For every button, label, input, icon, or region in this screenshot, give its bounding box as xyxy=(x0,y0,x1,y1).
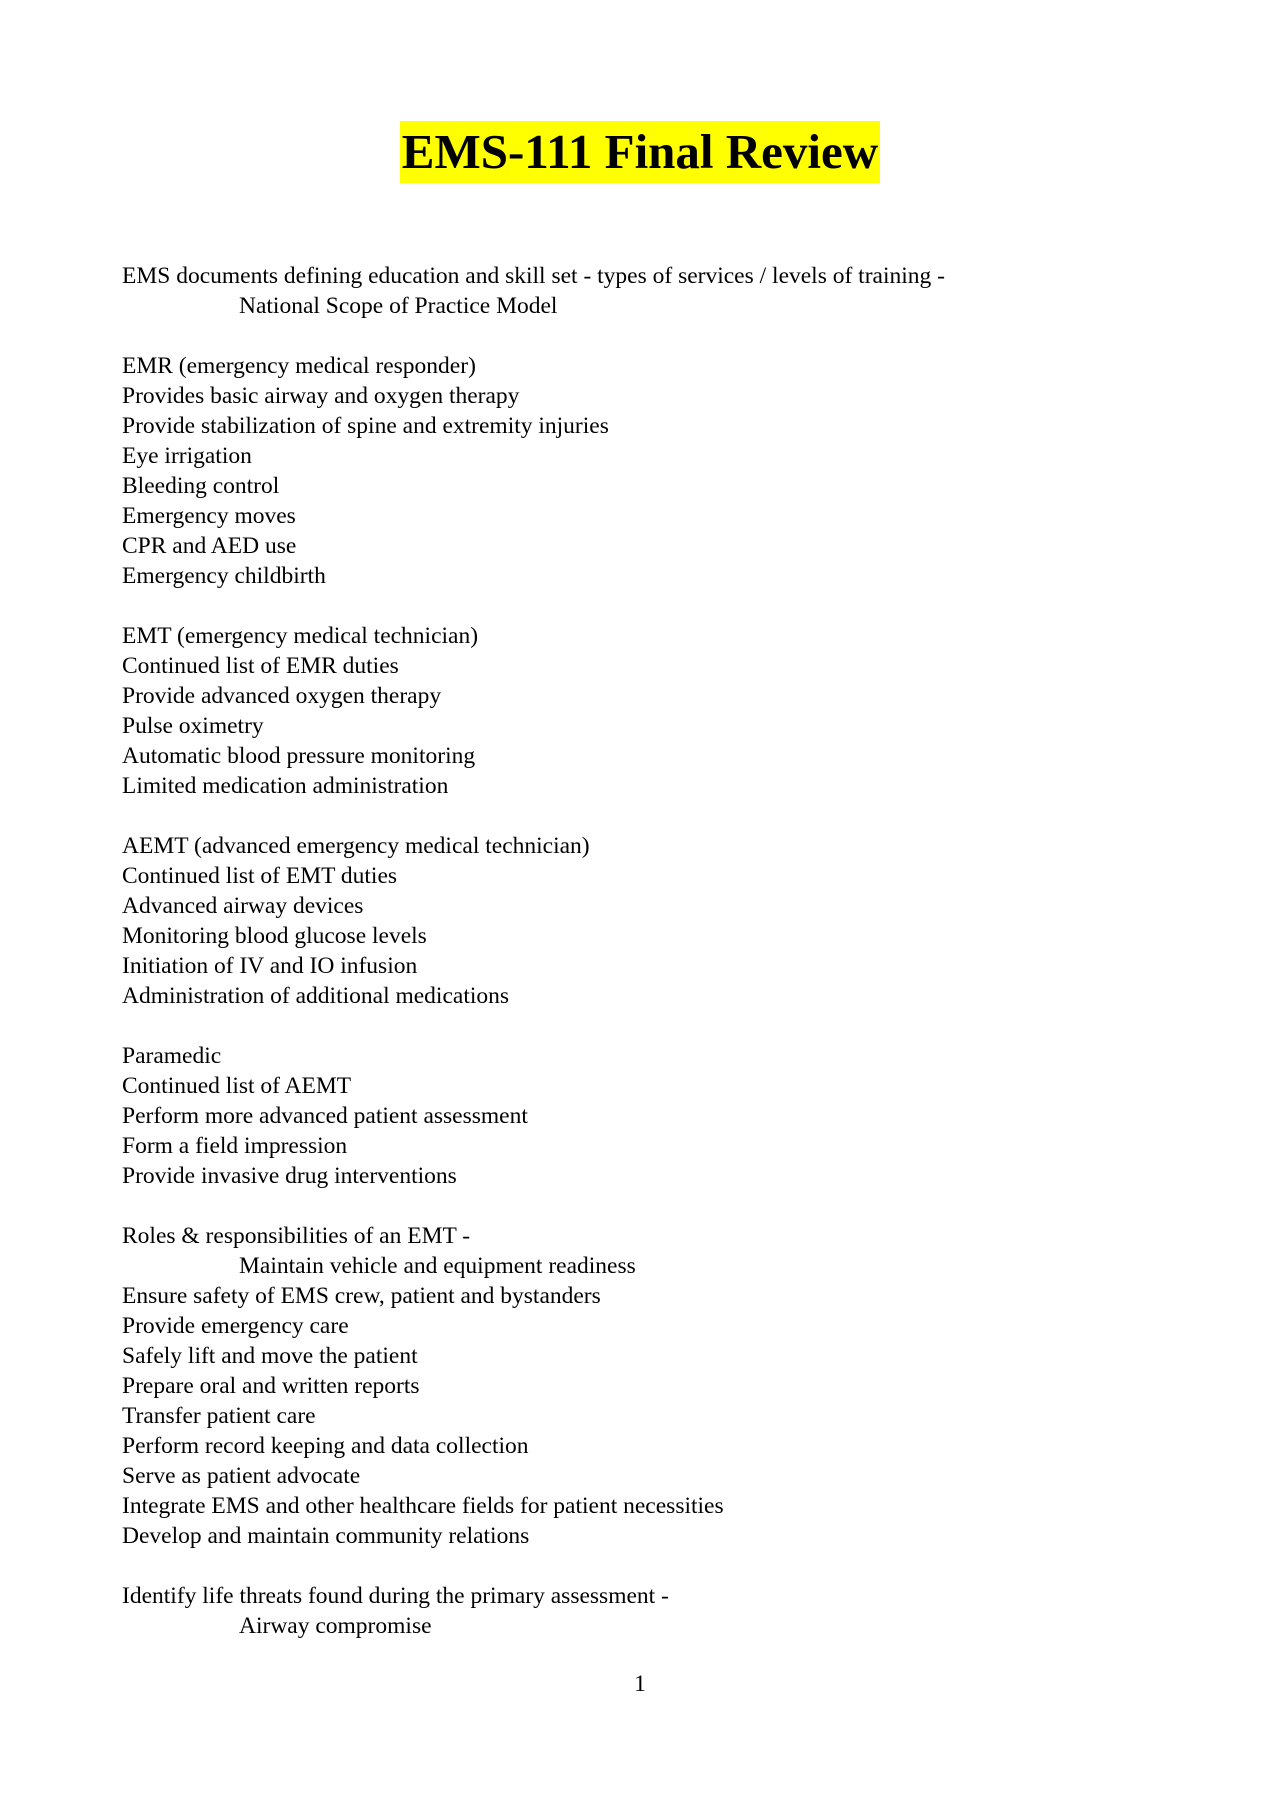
text-line: Administration of additional medications xyxy=(122,983,510,1009)
text-line: Provide advanced oxygen therapy xyxy=(122,683,442,709)
text-line: Transfer patient care xyxy=(122,1403,316,1429)
blank-line xyxy=(122,591,1182,621)
document-title: EMS-111 Final Review xyxy=(400,121,880,183)
blank-line xyxy=(122,801,1182,831)
text-line: Eye irrigation xyxy=(122,443,252,469)
text-line: Identify life threats found during the primary assessment - xyxy=(122,1583,669,1609)
text-line: Limited medication administration xyxy=(122,773,449,799)
text-line: Bleeding control xyxy=(122,473,280,499)
text-line: CPR and AED use xyxy=(122,533,297,559)
text-line: National Scope of Practice Model xyxy=(239,293,558,319)
text-line: EMR (emergency medical responder) xyxy=(122,353,476,379)
text-line: Provides basic airway and oxygen therapy xyxy=(122,383,520,409)
text-line: Integrate EMS and other healthcare fields for patient necessities xyxy=(122,1493,724,1519)
text-line: AEMT (advanced emergency medical technician) xyxy=(122,833,590,859)
text-line: Prepare oral and written reports xyxy=(122,1373,420,1399)
text-line: Roles & responsibilities of an EMT - xyxy=(122,1223,471,1249)
text-line: Airway compromise xyxy=(239,1613,432,1639)
text-line: Provide invasive drug interventions xyxy=(122,1163,457,1189)
text-line: Serve as patient advocate xyxy=(122,1463,361,1489)
text-line: Advanced airway devices xyxy=(122,893,364,919)
text-line: Continued list of EMR duties xyxy=(122,653,399,679)
blank-line xyxy=(122,1011,1182,1041)
text-line: Provide stabilization of spine and extremity injuries xyxy=(122,413,609,439)
title-container xyxy=(0,121,1280,183)
text-line: Perform more advanced patient assessment xyxy=(122,1103,528,1129)
text-line: Maintain vehicle and equipment readiness xyxy=(239,1253,636,1279)
text-line: Provide emergency care xyxy=(122,1313,349,1339)
text-line: EMS documents defining education and skill set - types of services / levels of training - xyxy=(122,263,945,289)
text-line: Safely lift and move the patient xyxy=(122,1343,418,1369)
text-line: Pulse oximetry xyxy=(122,713,264,739)
text-line: Ensure safety of EMS crew, patient and bystanders xyxy=(122,1283,601,1309)
text-line: Develop and maintain community relations xyxy=(122,1523,530,1549)
blank-line xyxy=(122,1551,1182,1581)
text-line: EMT (emergency medical technician) xyxy=(122,623,479,649)
text-line: Paramedic xyxy=(122,1043,222,1069)
text-line: Emergency childbirth xyxy=(122,563,326,589)
page-number: 1 xyxy=(634,1671,646,1697)
blank-line xyxy=(122,321,1182,351)
blank-line xyxy=(122,1191,1182,1221)
text-line: Form a field impression xyxy=(122,1133,348,1159)
text-line: Initiation of IV and IO infusion xyxy=(122,953,418,979)
text-line: Continued list of AEMT xyxy=(122,1073,352,1099)
text-line: Perform record keeping and data collection xyxy=(122,1433,529,1459)
text-line: Automatic blood pressure monitoring xyxy=(122,743,476,769)
document-body xyxy=(122,261,1182,1641)
text-line: Continued list of EMT duties xyxy=(122,863,398,889)
text-line: Emergency moves xyxy=(122,503,296,529)
text-line: Monitoring blood glucose levels xyxy=(122,923,427,949)
